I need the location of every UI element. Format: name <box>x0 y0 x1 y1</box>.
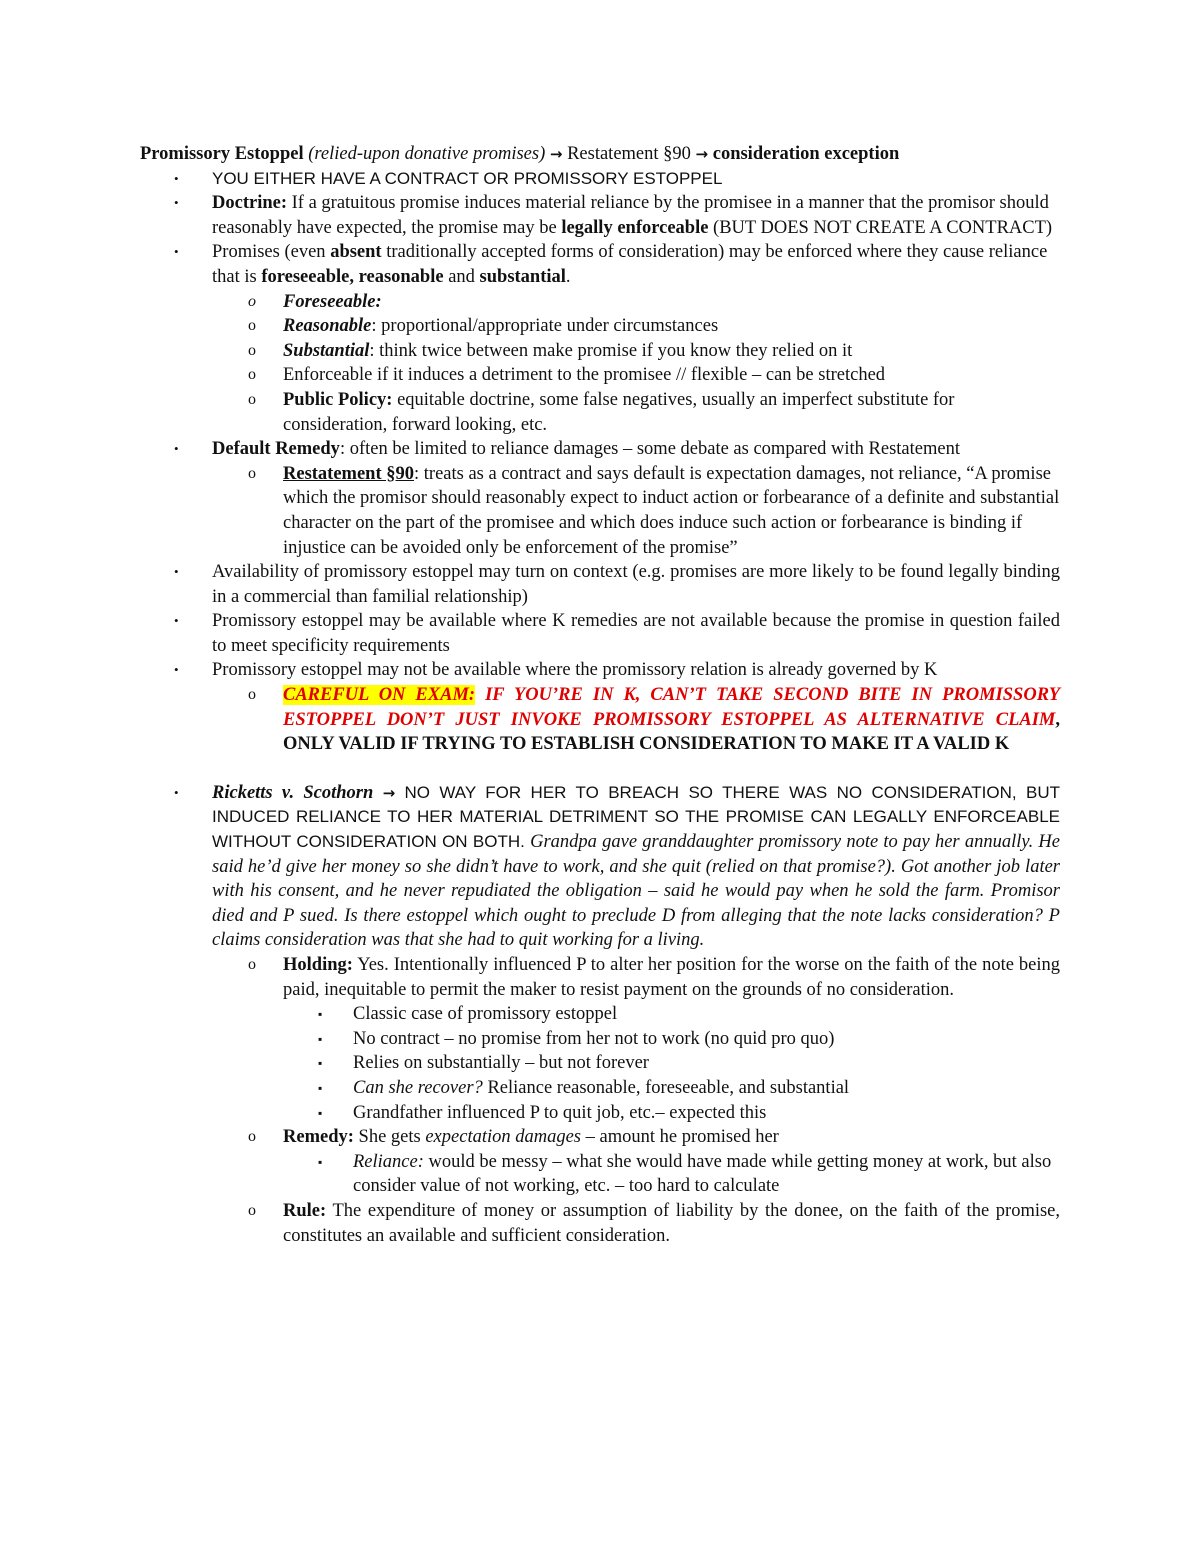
holding-point: Classic case of promissory estoppel <box>353 1004 618 1025</box>
title-heading: Promissory Estoppel <box>140 144 304 164</box>
rule-label: Rule: <box>283 1200 327 1221</box>
spacer <box>140 757 1060 781</box>
careful-red-text: IF YOU’RE IN K, CAN’T TAKE SECOND BITE IN PROMISSORY ESTOPPEL DON’T JUST INVOKE PROMISSORY ESTOPPEL AS ALTERNATIVE CLAIM <box>283 685 1061 730</box>
circle-bullet-icon: o <box>248 1201 256 1219</box>
holding-point: No contract – no promise from her not to work (no quid pro quo) <box>353 1028 835 1049</box>
bullet-icon: • <box>174 613 179 629</box>
main-bullet-list <box>140 167 1060 1249</box>
list-item <box>140 1199 1060 1248</box>
list-item <box>140 1125 1060 1150</box>
list-item <box>140 314 1060 339</box>
promises-period: . <box>565 266 571 287</box>
title-paren: (relied-upon donative promises) <box>308 144 546 164</box>
list-item <box>140 609 1060 658</box>
restatement-label: Restatement §90 <box>283 463 414 484</box>
default-remedy-text: : often be limited to reliance damages – some debate as compared with Restatement <box>339 439 960 460</box>
list-item <box>140 339 1060 364</box>
case-facts: Grandpa gave granddaughter promissory note to pay her annually. He said he’d give her money so she didn’t have to work, and she quit (relied on that promise?). Got another job later with his consent, and he never repudiated the obligation – said he would pay when he sold the farm. Promisor died and P sued. Is there estoppel which ought to preclude D from alleging that the note lacks consideration? P claims consideration was that she had to quit working for a living. <box>212 832 1060 951</box>
right-arrow-icon: → <box>695 145 709 163</box>
remedy-italic: expectation damages <box>425 1127 582 1148</box>
bullet-icon: • <box>174 195 179 211</box>
holding-point: Grandfather influenced P to quit job, etc.– expected this <box>353 1102 767 1123</box>
holding-text: Yes. Intentionally influenced P to alter her position for the worse on the faith of the note being paid, inequitable to permit the maker to resist payment on the grounds of no consideration. <box>283 955 1060 1000</box>
doctrine-text: If a gratuitous promise induces material reliance by the promisee in a manner that the promisor should reasonably have expected, the promise may be <box>212 193 1049 238</box>
reliance-text: would be messy – what she would have made while getting money at work, but also consider value of not working, etc. – too hard to calculate <box>353 1151 1052 1197</box>
list-item <box>140 781 1060 953</box>
careful-rest: , ONLY VALID IF TRYING TO ESTABLISH CONSIDERATION TO MAKE IT A VALID K <box>283 709 1060 755</box>
availability-text: Promissory estoppel may be available where K remedies are not available because the promise in question failed to meet specificity requirements <box>212 611 1060 656</box>
holding-label: Holding: <box>283 955 353 975</box>
page-title <box>140 142 1060 167</box>
either-contract-text: YOU EITHER HAVE A CONTRACT OR PROMISSORY ESTOPPEL <box>212 168 723 188</box>
list-item <box>140 1051 1060 1076</box>
promises-and: and <box>448 266 475 287</box>
promises-bold-foreseeable: foreseeable, reasonable <box>261 266 444 287</box>
right-arrow-icon: → <box>549 145 563 163</box>
bullet-icon: • <box>174 170 179 186</box>
reasonable-label: Reasonable <box>283 316 372 337</box>
circle-bullet-icon: o <box>248 956 256 973</box>
availability-text: Promissory estoppel may not be available where the promissory relation is already governed by K <box>212 660 938 681</box>
promises-bold-absent: absent <box>330 242 382 263</box>
holding-point: Reliance reasonable, foreseeable, and substantial <box>482 1077 850 1098</box>
remedy-text-end: – amount he promised her <box>585 1127 779 1148</box>
careful-highlight: CAREFUL ON EXAM: <box>283 685 476 706</box>
list-item <box>140 240 1060 289</box>
list-item <box>140 462 1060 560</box>
circle-bullet-icon: o <box>248 366 256 384</box>
promises-text-mid: traditionally accepted forms of consideration) may be enforced where they cause reliance that is <box>212 242 1048 287</box>
circle-bullet-icon: o <box>248 390 256 408</box>
circle-bullet-icon: o <box>248 341 256 359</box>
circle-bullet-icon: o <box>248 317 256 335</box>
list-item <box>140 953 1060 1002</box>
case-name: Ricketts v. Scothorn <box>212 782 374 803</box>
list-item <box>140 290 1060 315</box>
title-restatement: Restatement §90 <box>567 144 691 164</box>
promises-bold-substantial: substantial <box>479 266 566 287</box>
square-bullet-icon: ▪ <box>318 1080 323 1095</box>
public-policy-label: Public Policy: <box>283 389 393 410</box>
reasonable-text: : proportional/appropriate under circumstances <box>371 316 719 337</box>
public-policy-text: equitable doctrine, some false negatives, usually an imperfect substitute for consideration, forward looking, etc. <box>283 389 955 435</box>
list-item <box>140 658 1060 683</box>
availability-text: Availability of promissory estoppel may turn on context (e.g. promises are more likely to be found legally binding in a commercial than familial relationship) <box>212 562 1060 607</box>
doctrine-bold: legally enforceable <box>561 217 709 238</box>
foreseeable-label: Foreseeable: <box>283 291 382 312</box>
case-summary: NO WAY FOR HER TO BREACH SO THERE WAS NO CONSIDERATION, BUT INDUCED RELIANCE TO HER MATERIAL DETRIMENT SO THE PROMISE CAN LEGALLY ENFORCEABLE WITHOUT CONSIDERATION ON BOTH. <box>212 782 1061 852</box>
bullet-icon: • <box>174 784 179 800</box>
list-item <box>140 1150 1060 1199</box>
promises-text: Promises (even <box>212 242 326 263</box>
remedy-label: Remedy: <box>283 1127 354 1148</box>
circle-bullet-icon: o <box>248 1128 256 1146</box>
substantial-label: Substantial <box>283 340 370 361</box>
square-bullet-icon: ▪ <box>318 1031 323 1046</box>
square-bullet-icon: ▪ <box>318 1056 323 1071</box>
bullet-icon: • <box>174 564 179 580</box>
circle-bullet-icon: o <box>248 292 256 310</box>
default-remedy-label: Default Remedy <box>212 439 340 460</box>
right-arrow-icon: → <box>382 783 396 802</box>
reliance-label: Reliance: <box>353 1151 424 1172</box>
holding-point-question: Can she recover? <box>353 1077 483 1098</box>
square-bullet-icon: ▪ <box>318 1105 323 1120</box>
bullet-icon: • <box>174 441 179 457</box>
list-item <box>140 683 1060 757</box>
list-item <box>140 388 1060 437</box>
notes-body <box>140 142 1060 1248</box>
restatement-text: : treats as a contract and says default is expectation damages, not reliance, “A promise which the promisor should reasonably expect to induct action or forbearance of a definite and substantial character on the part of the promisee and which does induce such action or forbearance is binding if injustice can be avoided only be enforcement of the promise” <box>283 463 1060 558</box>
list-item <box>140 167 1060 192</box>
doctrine-text-end: (BUT DOES NOT CREATE A CONTRACT) <box>713 217 1053 238</box>
bullet-icon: • <box>174 662 179 678</box>
doctrine-label: Doctrine: <box>212 193 287 214</box>
list-item <box>140 1101 1060 1126</box>
remedy-text: She gets <box>358 1127 421 1148</box>
substantial-text: : think twice between make promise if you know they relied on it <box>369 340 853 361</box>
circle-bullet-icon: o <box>248 464 256 482</box>
list-item <box>140 1076 1060 1101</box>
list-item <box>140 1002 1060 1027</box>
list-item <box>140 437 1060 462</box>
list-item <box>140 191 1060 240</box>
square-bullet-icon: ▪ <box>318 1154 323 1169</box>
enforceable-text: Enforceable if it induces a detriment to the promisee // flexible – can be stretched <box>283 365 886 386</box>
square-bullet-icon: ▪ <box>318 1007 323 1022</box>
bullet-icon: • <box>174 244 179 260</box>
list-item <box>140 560 1060 609</box>
title-exception: consideration exception <box>712 144 900 164</box>
circle-bullet-icon: o <box>248 686 256 704</box>
list-item <box>140 1027 1060 1052</box>
list-item <box>140 363 1060 388</box>
rule-text: The expenditure of money or assumption of liability by the donee, on the faith of the promise, constitutes an available and sufficient consideration. <box>283 1200 1061 1246</box>
holding-point: Relies on substantially – but not forever <box>353 1053 649 1074</box>
